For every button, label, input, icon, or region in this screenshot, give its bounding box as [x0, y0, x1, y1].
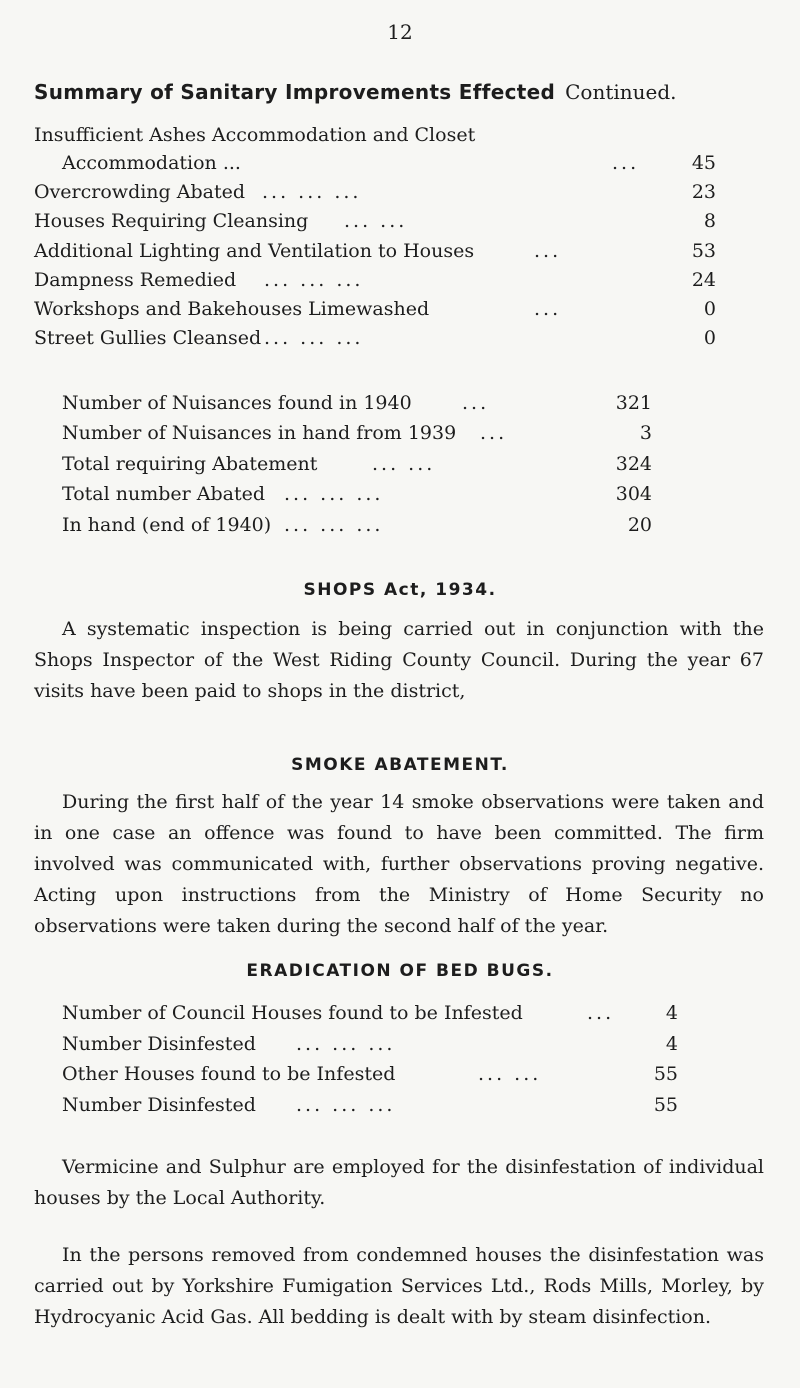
condemned-houses-paragraph: In the persons removed from condemned houses the disinfestation was carried out by Yorkshire Fumigation Services Ltd., Rods Mills, Morley, by Hydrocyanic Acid Gas. All bedding is dealt with by steam disinfection. [34, 1244, 764, 1328]
document-page: 12 Summary of Sanitary Improvements Effected Continued. Insufficient Ashes Accommodation and Closet Accommodation ... ... 45 Overcrowding Abated ... ... ... 23 Houses Requiring Cleansing ... ... 8 Additional Lighting and Ventilation to Houses ... 53 Dampness Remedied ... ... ... 24 Workshops and Bakehouses Limewashed ... 0 Street Gullies Cleansed ... ... ... 0 Number of Nuisances found in 1940 ... 321 Number of Nuisances in hand from 1939 ... 3 Total requiring Abatement ... ... 324 Total number Abated ... ... ... 304 In hand (end of 1940) ... ... ... 20 SHOPS Act, 1934. A systematic inspection is being carried out in conjunction with the Shops Inspector of the West Riding County Council. During the year 67 visits have been paid to shops in the district, SMOKE ABATEMENT. During the first half of the year 14 smoke observations were taken and in one case an offence was found to have been committed. The firm involved was communicated with, further observations proving negative. Acting upon instructions from the Ministry of Home Security no observations were taken during the second half of the year. ERADICATION OF BED BUGS. Number of Council Houses found to be Infested ... 4 Number Disinfested ... ... ... 4 Other Houses found to be Infested ... ... 55 Number Disinfested ... ... ... 55 Vermicine and Sulphur are employed for the disinfestation of individual houses by the Local Authority. In the persons removed from condemned houses the disinfestation was carried out by Yorkshire Fumigation Services Ltd., Rods Mills, Morley, by Hydrocyanic Acid Gas. All bedding is dealt with by steam disinfection. [0, 0, 800, 1388]
smoke-abatement-paragraph: During the first half of the year 14 smoke observations were taken and in one case an offence was found to have been committed. The firm involved was communicated with, further observations proving negative. Acting upon instructions from the Ministry of Home Security no observations were taken during the second half of the year. [34, 791, 764, 937]
vermicine-paragraph: Vermicine and Sulphur are employed for the disinfestation of individual houses by the Local Authority. [34, 1156, 764, 1209]
summary-heading-title: Summary of Sanitary Improvements Effected [34, 80, 556, 104]
bed-bugs-heading: ERADICATION OF BED BUGS. [246, 961, 554, 981]
smoke-abatement-heading: SMOKE ABATEMENT. [291, 755, 509, 775]
summary-heading [34, 80, 677, 104]
page-number: 12 [387, 20, 413, 44]
shops-act-paragraph: A systematic inspection is being carried out in conjunction with the Shops Inspector of the West Riding County Council. During the year 67 visits have been paid to shops in the district, [34, 618, 764, 702]
summary-heading-continued: Continued. [565, 80, 677, 104]
shops-act-heading: SHOPS Act, 1934. [303, 580, 497, 600]
